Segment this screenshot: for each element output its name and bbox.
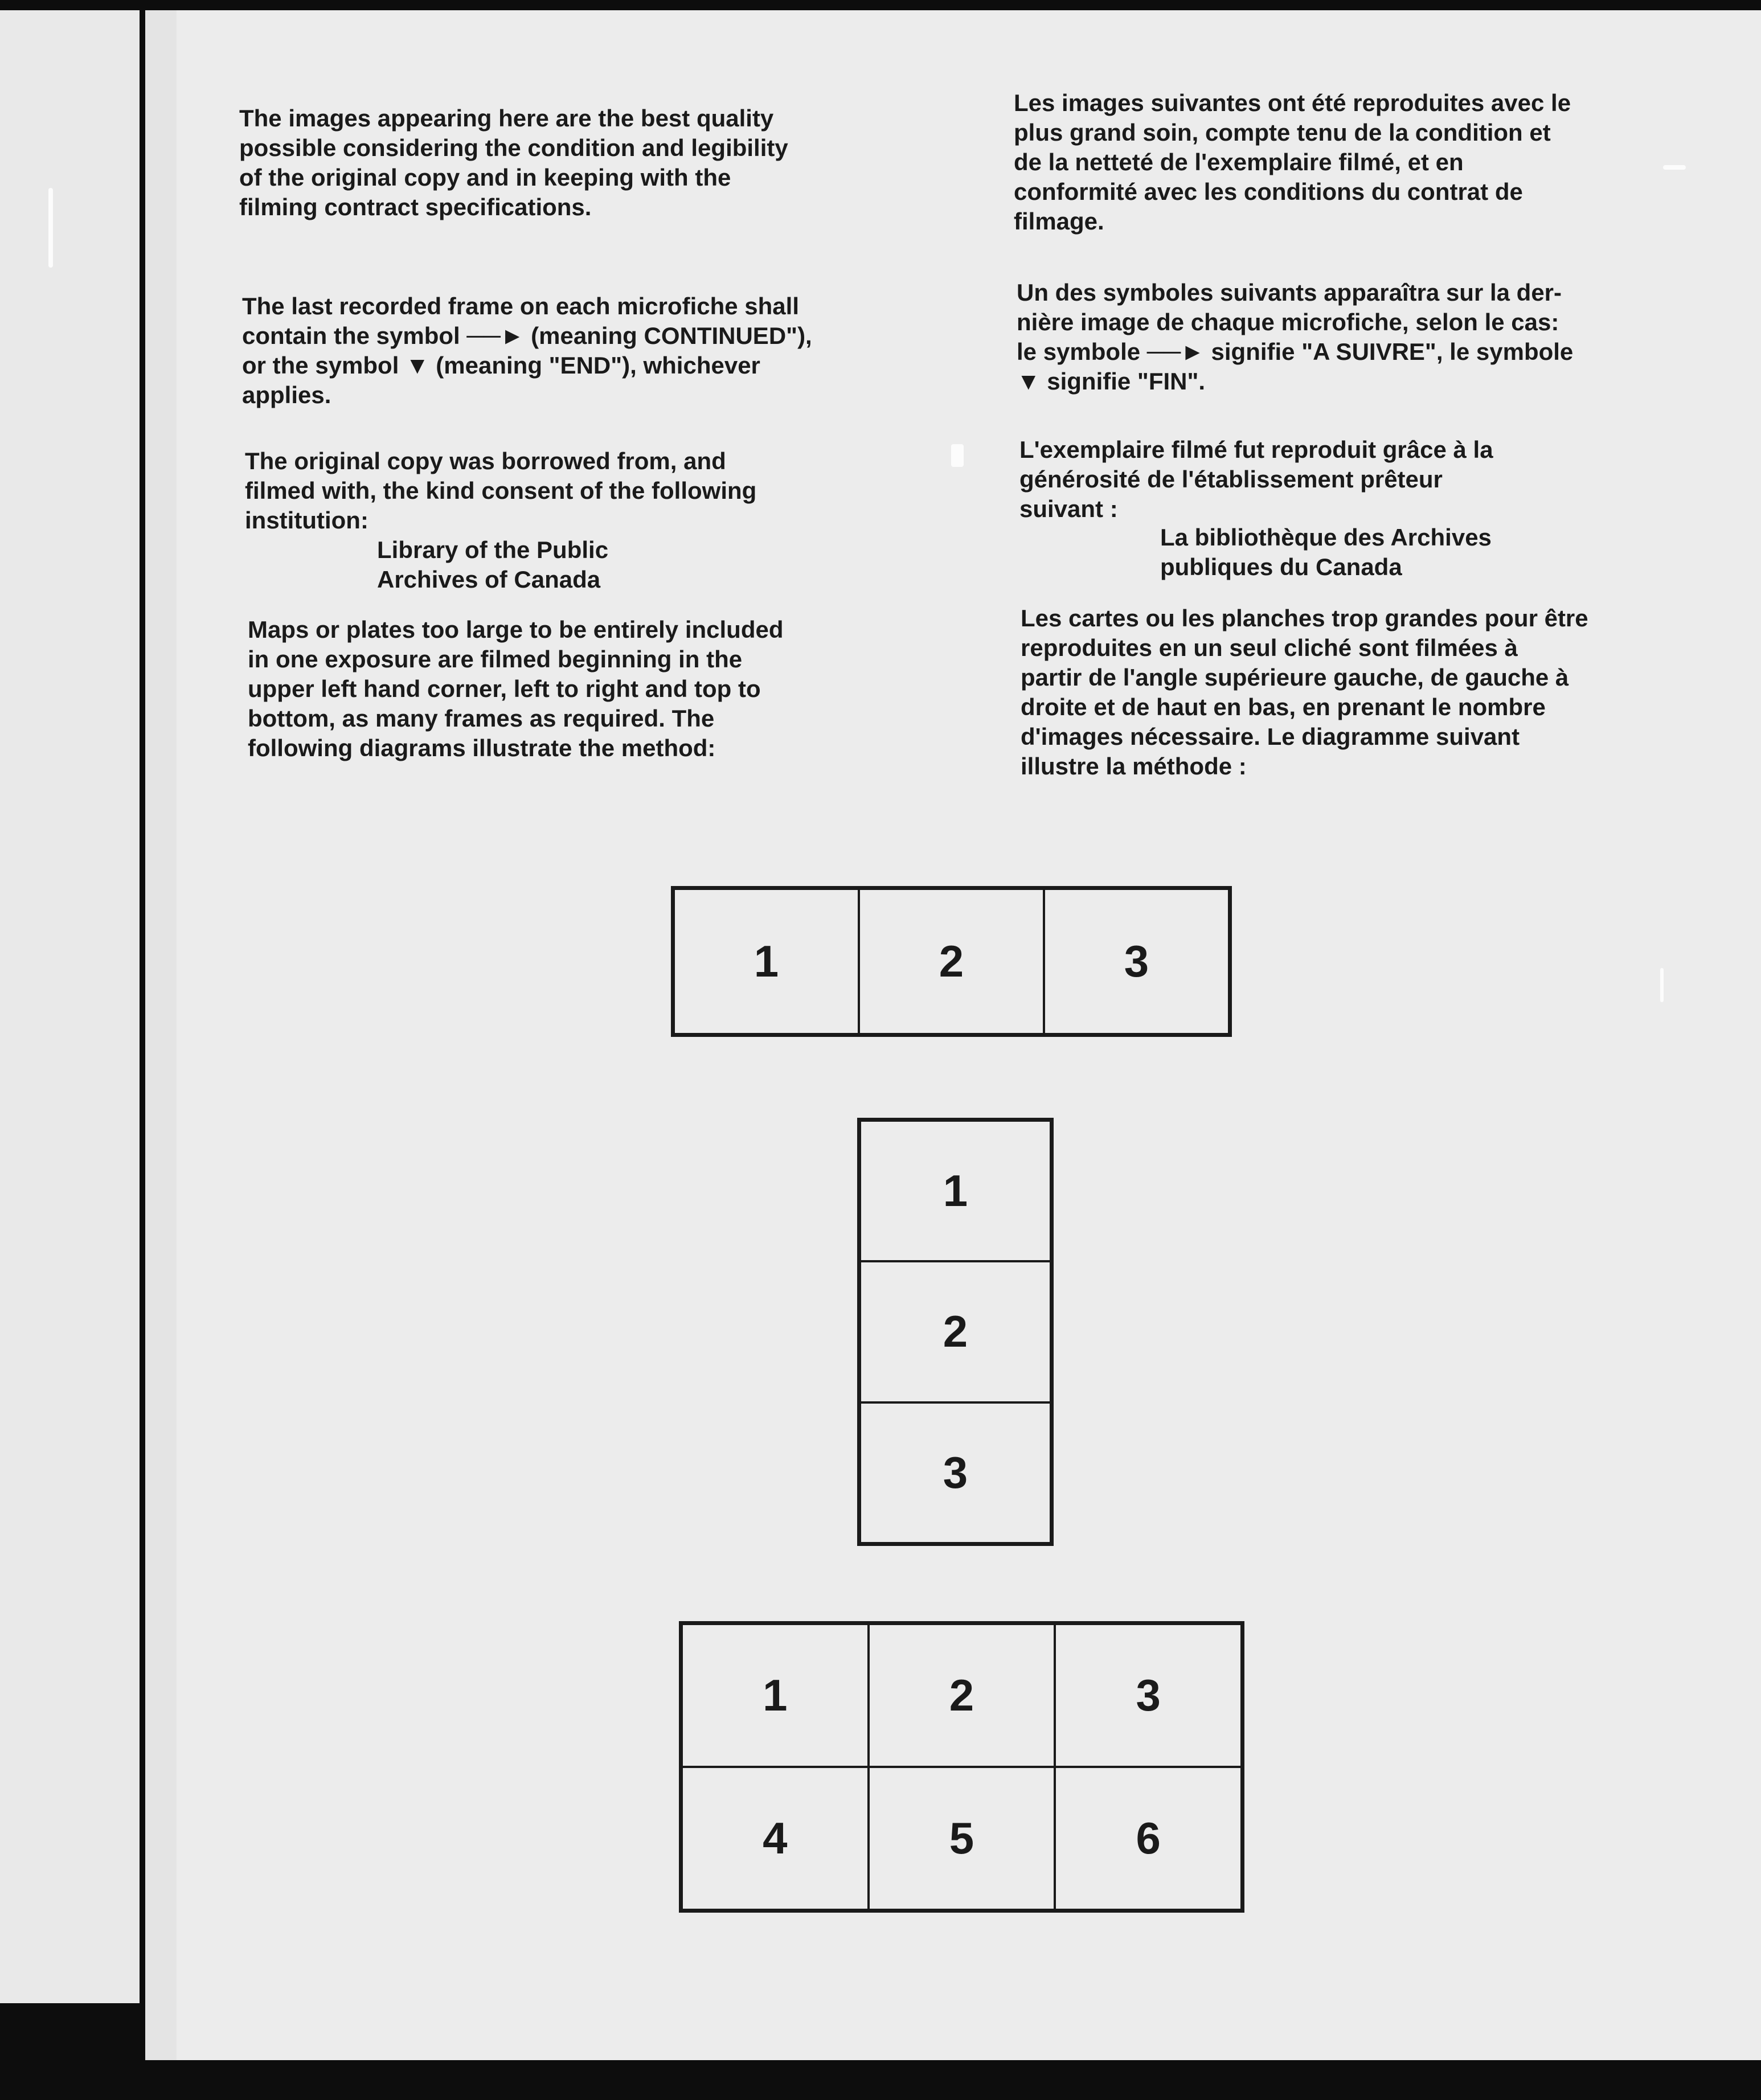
frame-cell: 2 bbox=[869, 1624, 1055, 1767]
frame-cell: 1 bbox=[682, 1624, 869, 1767]
frame-cell: 3 bbox=[1044, 889, 1229, 1034]
film-scratch bbox=[48, 188, 53, 268]
film-scratch bbox=[951, 444, 964, 467]
french-symbols-paragraph: Un des symboles suivants apparaîtra sur la der- nière image de chaque microfiche, selon le cas: le symbole ──► signifie "A SUIVRE", le symbole ▼ signifie "FIN". bbox=[1017, 279, 1574, 395]
frame-cell: 5 bbox=[869, 1767, 1055, 1910]
adjacent-page-strip bbox=[0, 10, 140, 2003]
film-scratch bbox=[1660, 968, 1664, 1002]
frame-cell: 4 bbox=[682, 1767, 869, 1910]
diagram-row-of-three bbox=[671, 886, 1232, 1037]
frame-cell: 3 bbox=[860, 1402, 1051, 1543]
english-maps-paragraph: Maps or plates too large to be entirely included in one exposure are filmed beginning in the upper left hand corner, left to right and top to bottom, as many frames as required. The following diagrams illustrate the method: bbox=[248, 616, 784, 761]
english-symbols-paragraph: The last recorded frame on each microfiche shall contain the symbol ──► (meaning CONTINUED"), or the symbol ▼ (meaning "END"), whichever applies. bbox=[242, 293, 812, 408]
diagram-column-of-three bbox=[857, 1118, 1054, 1546]
frame-cell: 2 bbox=[860, 1261, 1051, 1402]
french-consent-paragraph: L'exemplaire filmé fut reproduit grâce à la générosité de l'établissement prêteur suivant : bbox=[1019, 436, 1493, 522]
frame-cell: 6 bbox=[1055, 1767, 1242, 1910]
english-institution-name: Library of the Public Archives of Canada bbox=[377, 536, 609, 593]
film-scratch bbox=[1663, 165, 1686, 170]
frame-cell: 1 bbox=[860, 1121, 1051, 1261]
french-quality-paragraph: Les images suivantes ont été reproduites avec le plus grand soin, compte tenu de la condition et de la netteté de l'exemplaire filmé, et en conformité avec les conditions du contrat de filmage. bbox=[1014, 89, 1571, 235]
page-divider bbox=[140, 10, 145, 2003]
french-institution-name: La bibliothèque des Archives publiques du Canada bbox=[1160, 524, 1492, 580]
french-maps-paragraph: Les cartes ou les planches trop grandes pour être reproduites en un seul cliché sont filmées à partir de l'angle supérieure gauche, de gauche à droite et de haut en bas, en prenant le nombre d'images nécessaire. Le diagramme suivant illustre la méthode : bbox=[1021, 605, 1588, 780]
frame-cell: 3 bbox=[1055, 1624, 1242, 1767]
english-consent-paragraph: The original copy was borrowed from, and filmed with, the kind consent of the following institution: bbox=[245, 448, 757, 534]
diagram-grid-of-six bbox=[679, 1621, 1244, 1913]
english-quality-paragraph: The images appearing here are the best quality possible considering the condition and legibility of the original copy and in keeping with the filming contract specifications. bbox=[239, 105, 788, 220]
frame-cell: 2 bbox=[859, 889, 1044, 1034]
frame-cell: 1 bbox=[674, 889, 859, 1034]
